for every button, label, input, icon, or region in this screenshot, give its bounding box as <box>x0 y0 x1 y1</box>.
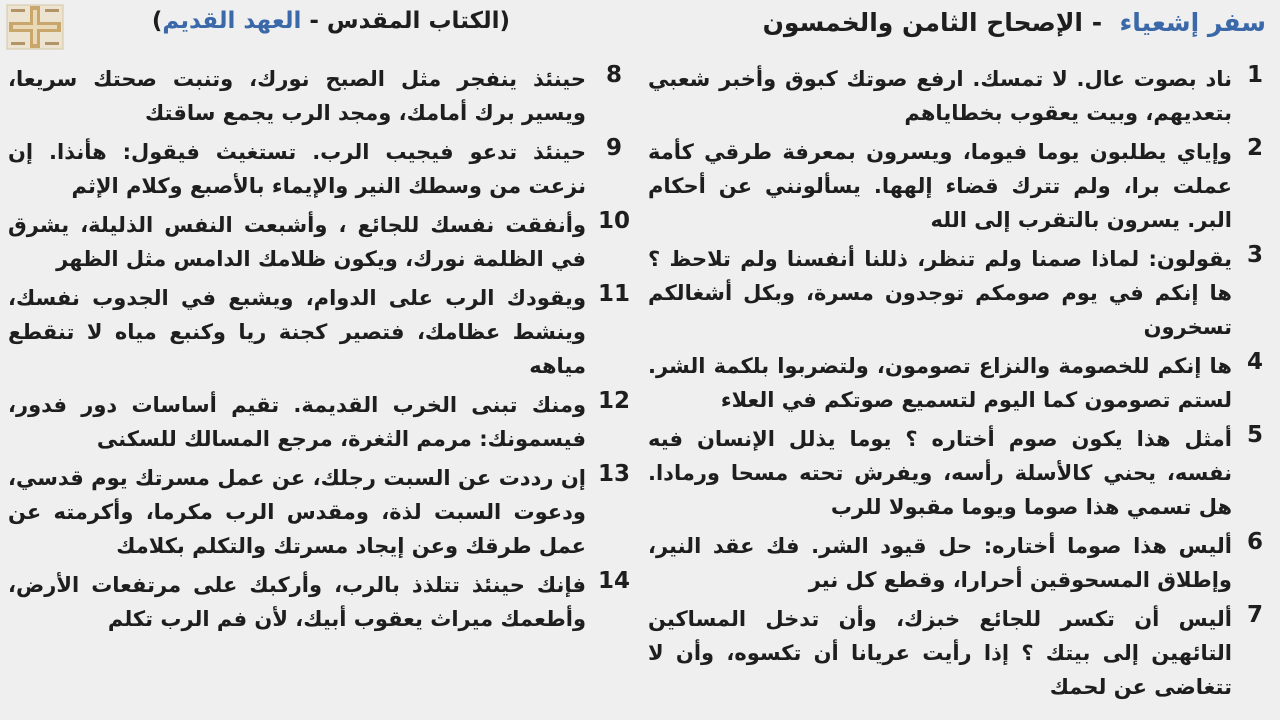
bible-close: ) <box>151 8 163 34</box>
coptic-cross-logo-icon <box>4 2 66 52</box>
verse-number: 12 <box>597 388 630 414</box>
verse-number: 14 <box>597 568 630 594</box>
verse-item <box>8 568 634 636</box>
bible-open: (الكتاب المقدس <box>326 8 510 34</box>
verse-number: 11 <box>597 281 630 307</box>
book-title: سفر إشعياء <box>1119 8 1266 37</box>
verse-text: إن رددت عن السبت رجلك، عن عمل مسرتك يوم قدسي، ودعوت السبت لذة، ومقدس الرب مكرما، وأكرمته عن عمل طرقك وعن إيجاد مسرتك والتكلم بكلامك <box>8 466 586 558</box>
verse-item <box>648 242 1270 344</box>
verse-item <box>8 62 634 130</box>
bible-title <box>140 8 510 34</box>
verse-text: أليس أن تكسر للجائع خبزك، وأن تدخل المساكين التائهين إلى بيتك ؟ إذا رأيت عريانا أن تكسوه، وأن لا تتغاضى عن لحمك <box>648 607 1232 699</box>
verse-number: 7 <box>1246 602 1263 628</box>
verse-text: يقولون: لماذا صمنا ولم تنظر، ذللنا أنفسنا ولم تلاحظ ؟ ها إنكم في يوم صومكم توجدون مسرة، وبكل أشغالكم تسخرون <box>648 247 1232 339</box>
verse-item <box>648 602 1270 704</box>
verse-text: ويقودك الرب على الدوام، ويشبع في الجدوب نفسك، وينشط عظامك، فتصير كجنة ريا وكنبع مياه لا تنقطع مياهه <box>8 286 586 378</box>
header <box>0 0 1280 52</box>
verse-number: 1 <box>1246 62 1263 88</box>
verse-item <box>648 349 1270 417</box>
verse-text: ومنك تبنى الخرب القديمة. تقيم أساسات دور فدور، فيسمونك: مرمم الثغرة، مرجع المسالك للسكنى <box>8 393 586 451</box>
verse-number: 8 <box>605 62 622 88</box>
verse-text: ها إنكم للخصومة والنزاع تصومون، ولتضربوا بلكمة الشر. لستم تصومون كما اليوم لتسميع صوتكم في العلاء <box>648 354 1232 412</box>
verse-item <box>8 281 634 383</box>
verse-item <box>8 388 634 456</box>
verses-column-left <box>8 62 634 712</box>
verse-text: وإياي يطلبون يوما فيوما، ويسرون بمعرفة طرقي كأمة عملت برا، ولم تترك قضاء إلهها. يسألونني عن أحكام البر. يسرون بالتقرب إلى الله <box>648 140 1232 232</box>
verse-text: وأنفقت نفسك للجائع ، وأشبعت النفس الذليلة، يشرق في الظلمة نورك، ويكون ظلامك الدامس مثل الظهر <box>8 213 586 271</box>
verse-item <box>648 422 1270 524</box>
verse-item <box>8 461 634 563</box>
verse-text: حينئذ ينفجر مثل الصبح نورك، وتنبت صحتك سريعا، ويسير برك أمامك، ومجد الرب يجمع ساقتك <box>8 67 586 125</box>
verse-text: أمثل هذا يكون صوم أختاره ؟ يوما يذلل الإنسان فيه نفسه، يحني كالأسلة رأسه، ويفرش تحته مسحا ورمادا. هل تسمي هذا صوما ويوما مقبولا للرب <box>648 427 1232 519</box>
verse-text: حينئذ تدعو فيجيب الرب. تستغيث فيقول: هأنذا. إن نزعت من وسطك النير والإيماء بالأصبع وكلام الإثم <box>8 140 586 198</box>
verse-number: 3 <box>1246 242 1263 268</box>
verse-item <box>8 135 634 203</box>
verse-item <box>8 208 634 276</box>
chapter-heading <box>626 8 1266 37</box>
verses-column-right <box>648 62 1270 712</box>
old-testament-label: العهد القديم <box>162 8 302 34</box>
verse-number: 5 <box>1246 422 1263 448</box>
verse-number: 13 <box>597 461 630 487</box>
verse-item <box>648 529 1270 597</box>
verse-number: 9 <box>605 135 622 161</box>
bible-sep: - <box>301 8 327 34</box>
verse-number: 2 <box>1246 135 1263 161</box>
verse-text: أليس هذا صوما أختاره: حل قيود الشر. فك عقد النير، وإطلاق المسحوقين أحرارا، وقطع كل نير <box>648 534 1232 592</box>
verse-item <box>648 135 1270 237</box>
verse-number: 10 <box>597 208 630 234</box>
verse-text: فإنك حينئذ تتلذذ بالرب، وأركبك على مرتفعات الأرض، وأطعمك ميراث يعقوب أبيك، لأن فم الرب تكلم <box>8 573 586 631</box>
verse-number: 6 <box>1246 529 1263 555</box>
verse-number: 4 <box>1246 349 1263 375</box>
chapter-title: - الإصحاح الثامن والخمسون <box>762 8 1103 37</box>
verse-item <box>648 62 1270 130</box>
verse-text: ناد بصوت عال. لا تمسك. ارفع صوتك كبوق وأخبر شعبي بتعديهم، وبيت يعقوب بخطاياهم <box>648 67 1232 125</box>
